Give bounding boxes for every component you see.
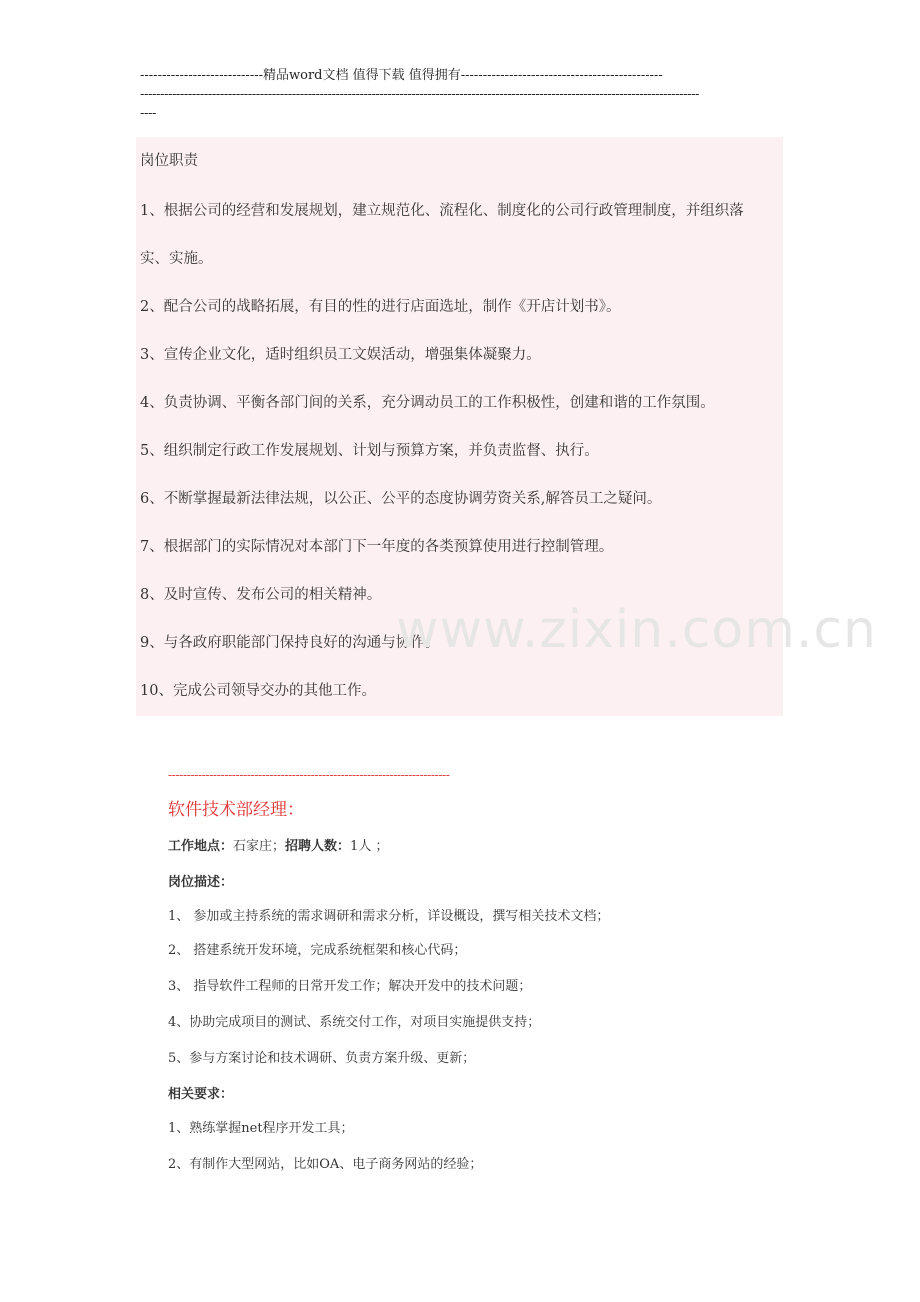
- duties-panel: [136, 137, 783, 716]
- job-meta-row: [168, 838, 388, 856]
- count-label: 招聘人数：: [285, 839, 351, 854]
- req-item: 2、有制作大型网站，比如OA、电子商务网站的经验；: [168, 1157, 483, 1172]
- duty-line: 3、宣传企业文化，适时组织员工文娱活动，增强集体凝聚力。: [140, 347, 541, 363]
- desc-item: 5、参与方案讨论和技术调研、负责方案升级、更新；: [168, 1051, 476, 1066]
- job-posting: [168, 766, 768, 1172]
- duty-line: 10、完成公司领导交办的其他工作。: [140, 683, 376, 699]
- duties-heading: 岗位职责: [140, 153, 198, 169]
- duty-line: 6、不断掌握最新法律法规，以公正、公平的态度协调劳资关系,解答员工之疑问。: [140, 491, 662, 507]
- duty-line: 实、实施。: [140, 251, 213, 267]
- desc-heading: 岗位描述：: [168, 875, 234, 890]
- watermark: www.zixin.com.cn: [396, 600, 877, 660]
- header-title-line: ----------------------------精品word文档 值得下载 值得拥有----------------------------------------------: [140, 68, 663, 83]
- duty-line: 9、与各政府职能部门保持良好的沟通与协作。: [140, 635, 440, 651]
- duty-line: 2、配合公司的战略拓展，有目的性的进行店面选址，制作《开店计划书》。: [140, 299, 621, 315]
- desc-item: 3、 指导软件工程师的日常开发工作；解决开发中的技术问题；: [168, 979, 532, 994]
- desc-item: 4、协助完成项目的测试、系统交付工作，对项目实施提供支持；: [168, 1015, 541, 1030]
- req-heading: 相关要求：: [168, 1087, 234, 1102]
- req-item: 1、熟练掌握net程序开发工具；: [168, 1121, 354, 1136]
- duty-line: 4、负责协调、平衡各部门间的关系，充分调动员工的工作积极性，创建和谐的工作氛围。: [140, 395, 715, 411]
- location-value: 石家庄；: [233, 839, 286, 854]
- duty-line: 8、及时宣传、发布公司的相关精神。: [140, 587, 382, 603]
- desc-item: 1、 参加或主持系统的需求调研和需求分析，详设概设，撰写相关技术文档；: [168, 909, 610, 924]
- desc-item: 2、 搭建系统开发环境，完成系统框架和核心代码；: [168, 943, 467, 958]
- duty-line: 1、根据公司的经营和发展规划，建立规范化、流程化、制度化的公司行政管理制度，并组织落: [140, 203, 744, 219]
- job-title: 软件技术部经理：: [168, 800, 304, 820]
- location-label: 工作地点：: [168, 839, 234, 854]
- header-dash-tail: ----: [140, 106, 156, 121]
- count-value: 1人 ；: [350, 839, 389, 854]
- header-dash-line: --------------------------------------------------------------------------------------------------------------------------------------------: [140, 87, 699, 102]
- duty-line: 5、组织制定行政工作发展规划、计划与预算方案，并负责监督、执行。: [140, 443, 599, 459]
- section-divider: ---------------------------------------------------------------------------: [168, 768, 450, 782]
- page-header: [140, 66, 788, 123]
- duty-line: 7、根据部门的实际情况对本部门下一年度的各类预算使用进行控制管理。: [140, 539, 614, 555]
